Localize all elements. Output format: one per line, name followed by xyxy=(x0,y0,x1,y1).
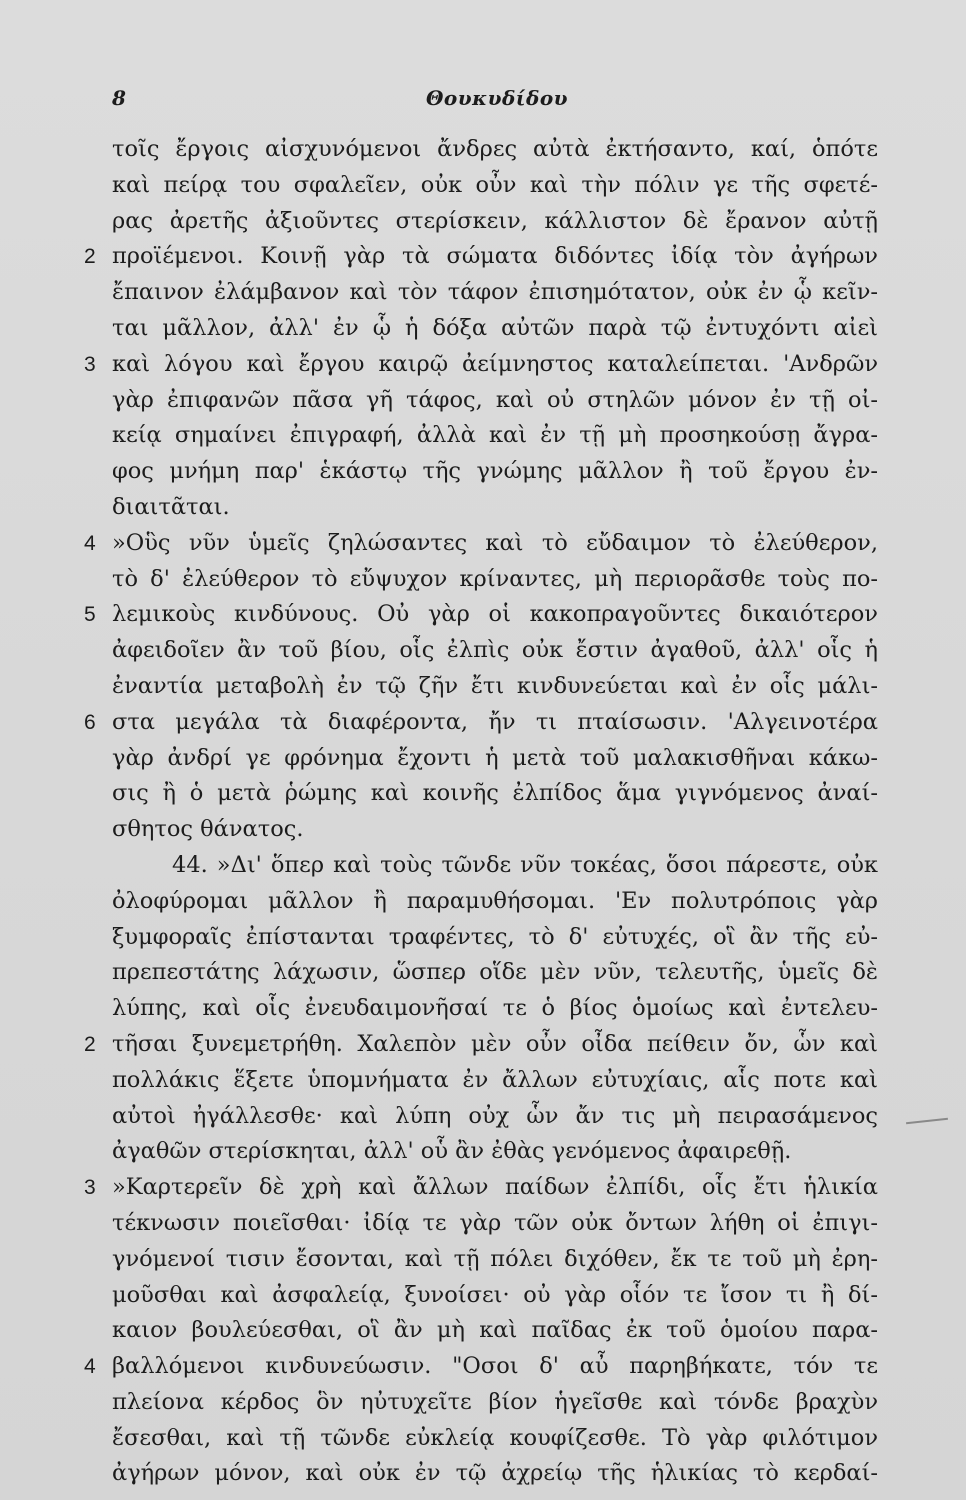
line-text: γὰρ ἀνδρί γε φρόνημα ἔχοντι ἡ μετὰ τοῦ μαλακισθῆναι κάκω- xyxy=(112,744,878,771)
line-text: καὶ πείρᾳ του σφαλεῖεν, οὐκ οὖν καὶ τὴν πόλιν γε τῆς σφετέ- xyxy=(112,171,878,198)
line-text: βαλλόμενοι κινδυνεύωσιν. "Οσοι δ' αὖ παρηβήκατε, τόν τε xyxy=(112,1353,878,1380)
line-text: ἀγήρων μόνον, καὶ οὐκ ἐν τῷ ἀχρείῳ τῆς ἡλικίας τὸ κερδαί- xyxy=(112,1460,878,1487)
text-line xyxy=(84,776,884,812)
text-line xyxy=(84,490,884,526)
text-line xyxy=(84,597,884,633)
line-text: γὰρ ἐπιφανῶν πᾶσα γῆ τάφος, καὶ οὐ στηλῶν μόνον ἐν τῇ οἰ- xyxy=(112,386,878,413)
page-header xyxy=(112,86,882,116)
text-line xyxy=(84,955,884,991)
line-text: ἀφειδοῖεν ἂν τοῦ βίου, οἷς ἐλπὶς οὐκ ἔστιν ἀγαθοῦ, ἀλλ' οἷς ἡ xyxy=(112,637,878,664)
text-line xyxy=(84,1099,884,1135)
line-text: τέκνωσιν ποιεῖσθαι· ἰδίᾳ τε γὰρ τῶν οὐκ ὄντων λήθη οἱ ἐπιγι- xyxy=(112,1209,878,1236)
text-line xyxy=(84,669,884,705)
line-text: προϊέμενοι. Κοινῇ γὰρ τὰ σώματα διδόντες ἰδίᾳ τὸν ἀγήρων xyxy=(112,243,878,270)
section-number: 4 xyxy=(84,1355,96,1379)
text-line xyxy=(84,1385,884,1421)
line-text: »Καρτερεῖν δὲ χρὴ καὶ ἄλλων παίδων ἐλπίδι, οἷς ἔτι ἡλικία xyxy=(112,1174,878,1201)
line-text: σις ἢ ὁ μετὰ ῥώμης καὶ κοινῆς ἐλπίδος ἅμα γιγνόμενος ἀναί- xyxy=(112,780,878,807)
line-text: »Οὓς νῦν ὑμεῖς ζηλώσαντες καὶ τὸ εὔδαιμον τὸ ἐλεύθερον, xyxy=(112,529,878,556)
text-line xyxy=(84,1242,884,1278)
text-line xyxy=(84,884,884,920)
line-text: στα μεγάλα τὰ διαφέροντα, ἤν τι πταίσωσιν. 'Αλγεινοτέρα xyxy=(112,708,878,735)
section-number: 2 xyxy=(84,245,96,269)
line-text: ται μᾶλλον, ἀλλ' ἐν ᾧ ἡ δόξα αὐτῶν παρὰ τῷ ἐντυχόντι αἰεὶ xyxy=(112,314,878,341)
line-text: φος μνήμη παρ' ἑκάστῳ τῆς γνώμης μᾶλλον ἢ τοῦ ἔργου ἐν- xyxy=(112,458,878,485)
line-text: γνόμενοί τισιν ἔσονται, καὶ τῇ πόλει διχόθεν, ἔκ τε τοῦ μὴ ἐρη- xyxy=(112,1245,878,1272)
text-line xyxy=(84,741,884,777)
line-text: πλείονα κέρδος ὃν ηὐτυχεῖτε βίον ἡγεῖσθε καὶ τόνδε βραχὺν xyxy=(112,1388,878,1415)
page-number: 8 xyxy=(112,86,126,110)
text-line xyxy=(84,991,884,1027)
text-body xyxy=(84,132,884,1492)
line-text: 44. »Δι' ὅπερ καὶ τοὺς τῶνδε νῦν τοκέας, ὅσοι πάρεστε, οὐκ xyxy=(172,851,878,878)
text-line xyxy=(84,526,884,562)
text-line xyxy=(84,239,884,275)
line-text: πολλάκις ἕξετε ὑπομνήματα ἐν ἄλλων εὐτυχίαις, αἷς ποτε καὶ xyxy=(112,1066,878,1093)
text-line xyxy=(84,1170,884,1206)
line-text: διαιτᾶται. xyxy=(112,493,230,520)
section-number: 2 xyxy=(84,1032,96,1056)
line-text: λεμικοὺς κινδύνους. Οὐ γὰρ οἱ κακοπραγοῦντες δικαιότερον xyxy=(112,601,878,628)
line-text: μοῦσθαι καὶ ἀσφαλείᾳ, ξυνοίσει· οὐ γὰρ οἷόν τε ἴσον τι ἢ δί- xyxy=(112,1281,878,1308)
text-line xyxy=(84,1134,884,1170)
line-text: κείᾳ σημαίνει ἐπιγραφή, ἀλλὰ καὶ ἐν τῇ μὴ προσηκούσῃ ἄγρα- xyxy=(112,422,878,449)
text-line xyxy=(84,705,884,741)
line-text: αὐτοὶ ἠγάλλεσθε· καὶ λύπη οὐχ ὧν ἄν τις μὴ πειρασάμενος xyxy=(112,1102,878,1129)
section-number: 4 xyxy=(84,531,96,555)
text-line xyxy=(84,812,884,848)
line-text: ρας ἀρετῆς ἀξιοῦντες στερίσκειν, κάλλιστον δὲ ἔρανον αὐτῇ xyxy=(112,207,878,234)
line-text: λύπης, καὶ οἷς ἐνευδαιμονῆσαί τε ὁ βίος ὁμοίως καὶ ἐντελευ- xyxy=(112,995,878,1022)
section-number: 6 xyxy=(84,710,96,734)
line-text: ξυμφοραῖς ἐπίστανται τραφέντες, τὸ δ' εὐτυχές, οἳ ἂν τῆς εὐ- xyxy=(112,923,878,950)
text-line xyxy=(84,132,884,168)
text-line xyxy=(84,1456,884,1492)
text-line xyxy=(84,633,884,669)
line-text: καιον βουλεύεσθαι, οἳ ἂν μὴ καὶ παῖδας ἐκ τοῦ ὁμοίου παρα- xyxy=(112,1317,878,1344)
line-text: ὀλοφύρομαι μᾶλλον ἢ παραμυθήσομαι. 'Εν πολυτρόποις γὰρ xyxy=(112,887,878,914)
text-line xyxy=(84,454,884,490)
text-line xyxy=(84,275,884,311)
text-line xyxy=(84,1206,884,1242)
text-line xyxy=(84,1313,884,1349)
section-number: 3 xyxy=(84,352,96,376)
text-line xyxy=(84,418,884,454)
text-line xyxy=(84,1278,884,1314)
text-line xyxy=(84,311,884,347)
line-text: τὸ δ' ἐλεύθερον τὸ εὔψυχον κρίναντες, μὴ περιορᾶσθε τοὺς πο- xyxy=(112,565,878,592)
line-text: καὶ λόγου καὶ ἔργου καιρῷ ἀείμνηστος καταλείπεται. 'Ανδρῶν xyxy=(112,350,878,377)
text-line xyxy=(84,383,884,419)
line-text: πρεπεστάτης λάχωσιν, ὥσπερ οἵδε μὲν νῦν, τελευτῆς, ὑμεῖς δὲ xyxy=(112,959,878,986)
text-line xyxy=(84,168,884,204)
text-line xyxy=(84,1063,884,1099)
section-number: 5 xyxy=(84,603,96,627)
text-line xyxy=(84,920,884,956)
margin-mark xyxy=(906,1118,948,1124)
text-line xyxy=(84,1349,884,1385)
text-line xyxy=(84,562,884,598)
line-text: ἔσεσθαι, καὶ τῇ τῶνδε εὐκλείᾳ κουφίζεσθε. Τὸ γὰρ φιλότιμον xyxy=(112,1424,878,1451)
text-line xyxy=(84,1027,884,1063)
line-text: σθητος θάνατος. xyxy=(112,816,304,843)
text-line xyxy=(84,1421,884,1457)
text-line xyxy=(84,848,884,884)
text-line xyxy=(84,347,884,383)
line-text: τῆσαι ξυνεμετρήθη. Χαλεπὸν μὲν οὖν οἶδα πείθειν ὄν, ὧν καὶ xyxy=(112,1030,878,1057)
text-line xyxy=(84,204,884,240)
section-number: 3 xyxy=(84,1176,96,1200)
line-text: ἀγαθῶν στερίσκηται, ἀλλ' οὗ ἂν ἐθὰς γενόμενος ἀφαιρεθῇ. xyxy=(112,1138,792,1165)
line-text: ἔπαινον ἐλάμβανον καὶ τὸν τάφον ἐπισημότατον, οὐκ ἐν ᾧ κεῖν- xyxy=(112,279,878,306)
running-title: Θουκυδίδου xyxy=(425,86,569,110)
line-text: τοῖς ἔργοις αἰσχυνόμενοι ἄνδρες αὐτὰ ἐκτήσαντο, καί, ὁπότε xyxy=(112,136,878,162)
line-text: ἐναντία μεταβολὴ ἐν τῷ ζῆν ἔτι κινδυνεύεται καὶ ἐν οἷς μάλι- xyxy=(112,672,878,699)
